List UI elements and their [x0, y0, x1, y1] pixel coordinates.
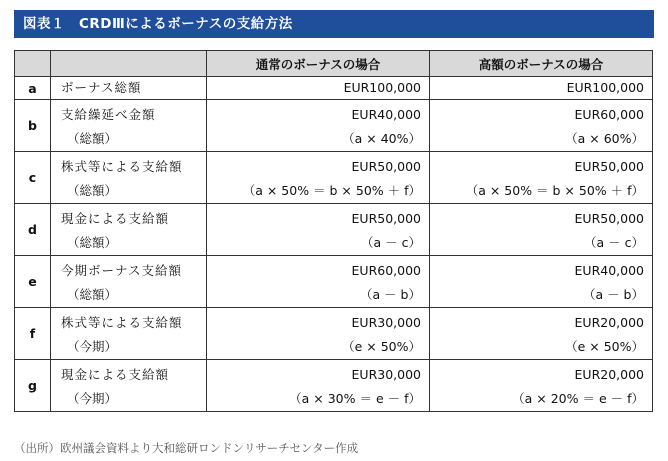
row-item: 支給繰延べ金額 [61, 107, 156, 122]
normal-formula: （e × 50%） [342, 339, 421, 354]
row-key: g [15, 360, 51, 412]
row-item-sub: （総額） [67, 235, 118, 250]
row-key: b [15, 100, 51, 152]
high-value: EUR100,000 [566, 80, 644, 95]
normal-cell [207, 256, 430, 308]
row-item-cell [51, 204, 207, 256]
normal-cell [207, 100, 430, 152]
high-value: EUR60,000 [574, 107, 644, 122]
header-normal-bonus: 通常のボーナスの場合 [207, 51, 430, 77]
normal-value: EUR30,000 [351, 315, 421, 330]
normal-formula: （a － c） [361, 235, 421, 250]
table-header-row [15, 51, 653, 77]
high-cell [430, 100, 653, 152]
normal-value: EUR100,000 [343, 80, 421, 95]
row-item-cell [51, 100, 207, 152]
row-key: e [15, 256, 51, 308]
normal-formula: （a × 30% ＝ e － f） [289, 391, 421, 406]
row-item-cell [51, 77, 207, 100]
normal-cell [207, 308, 430, 360]
row-item-cell [51, 152, 207, 204]
high-value: EUR40,000 [574, 263, 644, 278]
row-item-sub: （今期） [67, 339, 118, 354]
row-key: a [15, 77, 51, 100]
high-formula: （a × 50% ＝ b × 50% ＋ f） [465, 183, 644, 198]
row-item: ボーナス総額 [61, 80, 142, 95]
normal-value: EUR60,000 [351, 263, 421, 278]
normal-formula: （a × 50% ＝ b × 50% ＋ f） [242, 183, 421, 198]
high-formula: （a × 20% ＝ e － f） [512, 391, 644, 406]
high-value: EUR20,000 [574, 315, 644, 330]
high-cell [430, 152, 653, 204]
row-item: 今期ボーナス支給額 [61, 263, 183, 278]
table-row [15, 308, 653, 360]
normal-formula: （a － b） [359, 287, 421, 302]
normal-value: EUR50,000 [351, 159, 421, 174]
row-item-sub: （総額） [67, 131, 118, 146]
normal-formula: （a × 40%） [342, 131, 421, 146]
row-item: 現金による支給額 [61, 211, 170, 226]
normal-cell [207, 204, 430, 256]
high-cell [430, 77, 653, 100]
high-value: EUR50,000 [574, 159, 644, 174]
normal-value: EUR40,000 [351, 107, 421, 122]
normal-cell [207, 77, 430, 100]
table-row [15, 360, 653, 412]
high-value: EUR50,000 [574, 211, 644, 226]
table-row [15, 100, 653, 152]
high-formula: （a － c） [584, 235, 644, 250]
table-row [15, 204, 653, 256]
header-key [15, 51, 51, 77]
row-item-sub: （総額） [67, 287, 118, 302]
high-cell [430, 256, 653, 308]
normal-value: EUR50,000 [351, 211, 421, 226]
row-item-sub: （今期） [67, 391, 118, 406]
header-high-bonus: 高額のボーナスの場合 [430, 51, 653, 77]
high-formula: （e × 50%） [565, 339, 644, 354]
high-formula: （a × 60%） [565, 131, 644, 146]
source-note: （出所）欧州議会資料より大和総研ロンドンリサーチセンター作成 [14, 441, 359, 455]
bonus-table [14, 50, 653, 412]
table-row [15, 152, 653, 204]
row-key: d [15, 204, 51, 256]
normal-cell [207, 360, 430, 412]
high-formula: （a － b） [582, 287, 644, 302]
row-item-cell [51, 308, 207, 360]
row-item-cell [51, 256, 207, 308]
high-value: EUR20,000 [574, 367, 644, 382]
high-cell [430, 360, 653, 412]
figure-title: 図表１ CRDⅢによるボーナスの支給方法 [14, 10, 654, 38]
table-row [15, 256, 653, 308]
high-cell [430, 204, 653, 256]
row-item-sub: （総額） [67, 183, 118, 198]
row-item: 株式等による支給額 [61, 315, 183, 330]
row-key: f [15, 308, 51, 360]
normal-value: EUR30,000 [351, 367, 421, 382]
normal-cell [207, 152, 430, 204]
high-cell [430, 308, 653, 360]
table-row [15, 77, 653, 100]
row-key: c [15, 152, 51, 204]
row-item-cell [51, 360, 207, 412]
header-item [51, 51, 207, 77]
row-item: 株式等による支給額 [61, 159, 183, 174]
row-item: 現金による支給額 [61, 367, 170, 382]
